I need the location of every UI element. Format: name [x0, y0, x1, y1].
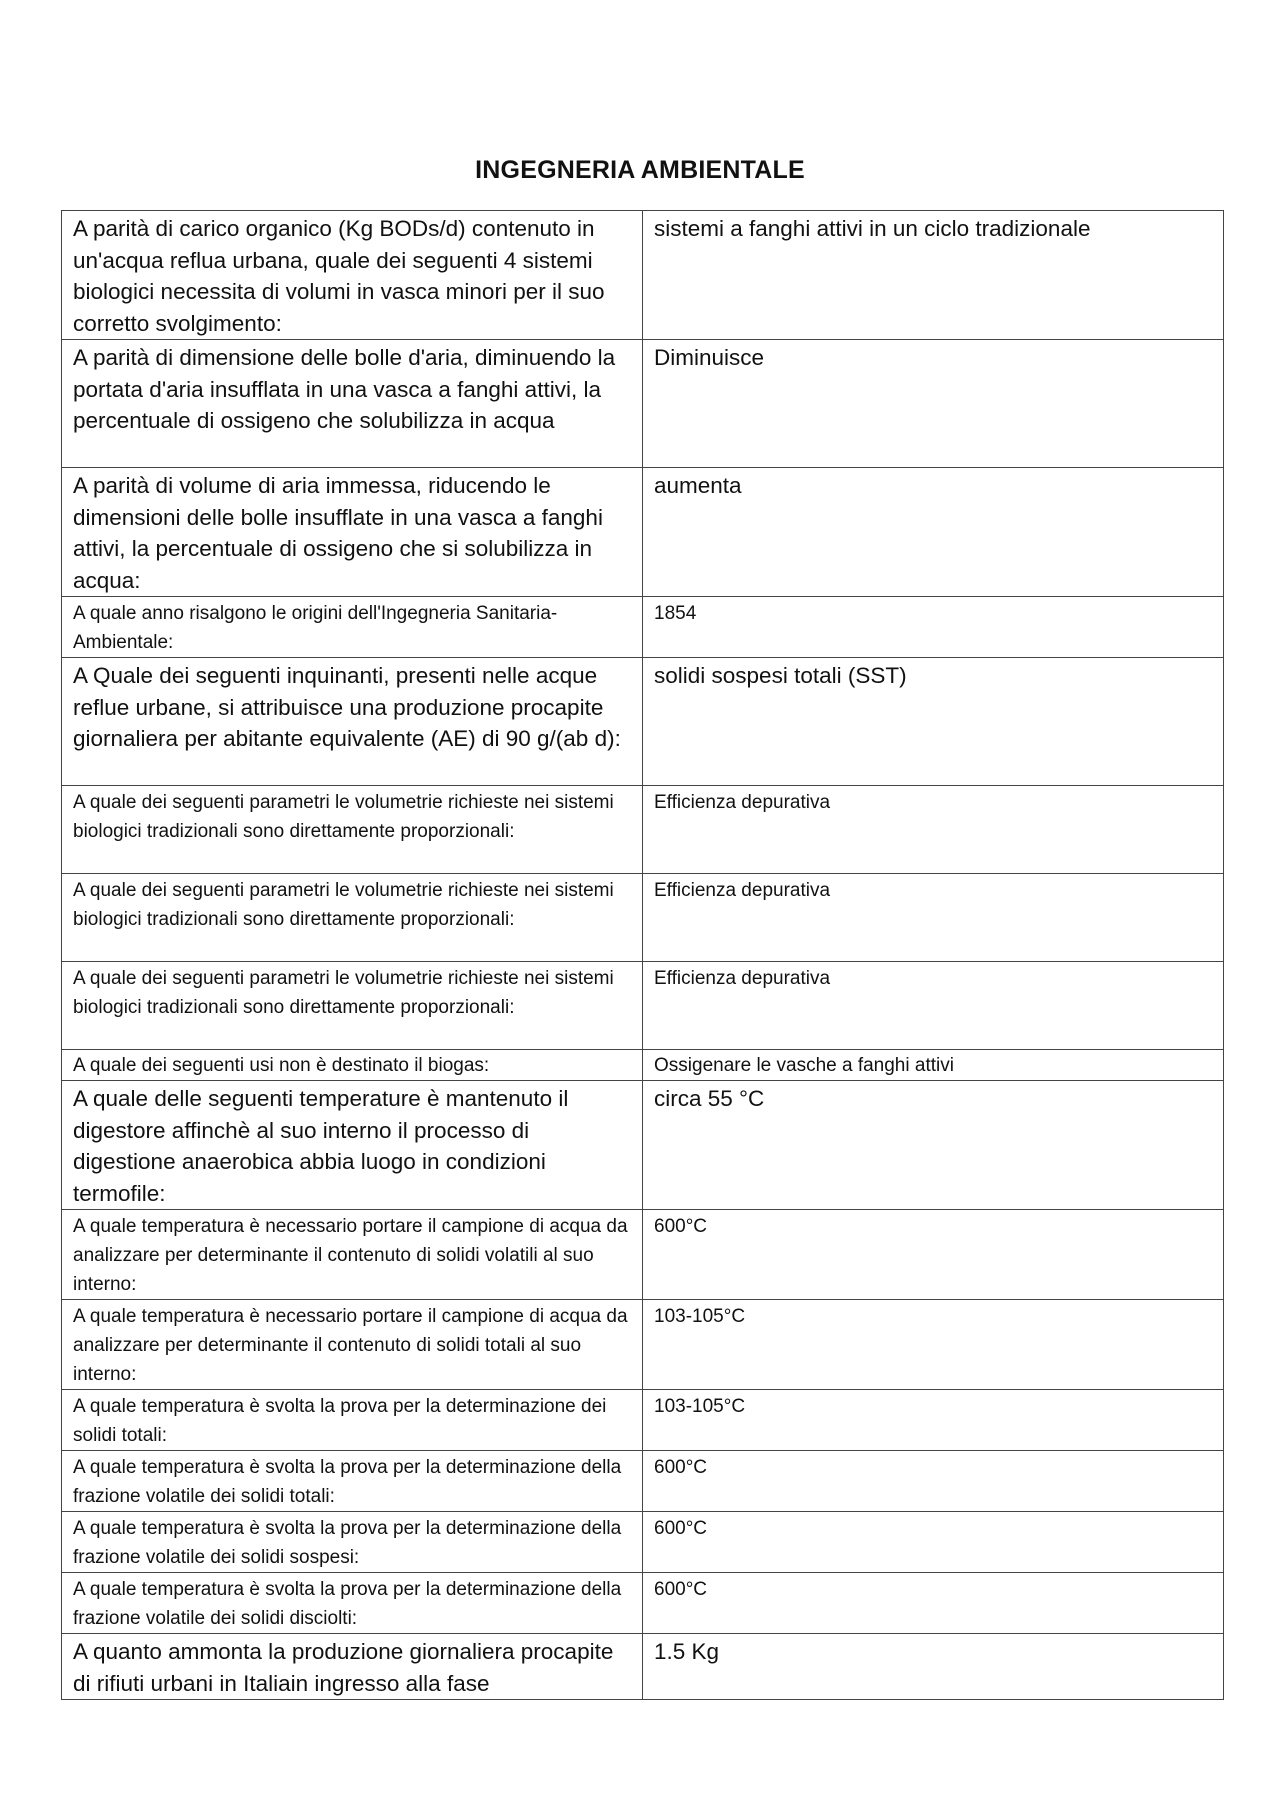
table-row	[62, 597, 1224, 658]
table-row	[62, 211, 1224, 340]
table-row	[62, 786, 1224, 874]
answer-cell: Efficienza depurativa	[643, 786, 1224, 874]
table-row	[62, 1512, 1224, 1573]
answer-cell: 103-105°C	[643, 1300, 1224, 1390]
document-title: INGEGNERIA AMBIENTALE	[475, 156, 805, 184]
answer-cell: 600°C	[643, 1573, 1224, 1634]
question-cell: A quale dei seguenti parametri le volumetrie richieste nei sistemi biologici tradizionali sono direttamente proporzionali:	[62, 786, 643, 874]
question-cell: A quale temperatura è necessario portare il campione di acqua da analizzare per determinante il contenuto di solidi totali al suo interno:	[62, 1300, 643, 1390]
table-row	[62, 874, 1224, 962]
question-cell: A Quale dei seguenti inquinanti, presenti nelle acque reflue urbane, si attribuisce una produzione procapite giornaliera per abitante equivalente (AE) di 90 g/(ab d):	[62, 658, 643, 786]
question-cell: A parità di volume di aria immessa, riducendo le dimensioni delle bolle insufflate in una vasca a fanghi attivi, la percentuale di ossigeno che si solubilizza in acqua:	[62, 468, 643, 597]
table-row	[62, 1451, 1224, 1512]
table-row	[62, 1300, 1224, 1390]
answer-cell: solidi sospesi totali (SST)	[643, 658, 1224, 786]
question-cell: A quale dei seguenti parametri le volumetrie richieste nei sistemi biologici tradizionali sono direttamente proporzionali:	[62, 874, 643, 962]
question-cell: A quale temperatura è necessario portare il campione di acqua da analizzare per determinante il contenuto di solidi volatili al suo interno:	[62, 1210, 643, 1300]
question-cell: A quale anno risalgono le origini dell'Ingegneria Sanitaria-Ambientale:	[62, 597, 643, 658]
answer-cell: 103-105°C	[643, 1390, 1224, 1451]
answer-cell: Efficienza depurativa	[643, 962, 1224, 1050]
question-cell: A quale temperatura è svolta la prova per la determinazione della frazione volatile dei solidi disciolti:	[62, 1573, 643, 1634]
question-cell: A quale temperatura è svolta la prova per la determinazione dei solidi totali:	[62, 1390, 643, 1451]
question-cell: A quale temperatura è svolta la prova per la determinazione della frazione volatile dei solidi sospesi:	[62, 1512, 643, 1573]
answer-cell: 600°C	[643, 1512, 1224, 1573]
question-cell: A quale dei seguenti usi non è destinato il biogas:	[62, 1050, 643, 1081]
table-row	[62, 340, 1224, 468]
answer-cell: 1.5 Kg	[643, 1634, 1224, 1700]
question-cell: A quale temperatura è svolta la prova per la determinazione della frazione volatile dei solidi totali:	[62, 1451, 643, 1512]
table-row	[62, 1081, 1224, 1210]
table-row	[62, 1050, 1224, 1081]
table-row	[62, 1210, 1224, 1300]
answer-cell: aumenta	[643, 468, 1224, 597]
qa-table	[61, 210, 1224, 1700]
table-row	[62, 1390, 1224, 1451]
answer-cell: sistemi a fanghi attivi in un ciclo tradizionale	[643, 211, 1224, 340]
answer-cell: circa 55 °C	[643, 1081, 1224, 1210]
table-row	[62, 658, 1224, 786]
question-cell: A parità di dimensione delle bolle d'aria, diminuendo la portata d'aria insufflata in una vasca a fanghi attivi, la percentuale di ossigeno che solubilizza in acqua	[62, 340, 643, 468]
answer-cell: Efficienza depurativa	[643, 874, 1224, 962]
question-cell: A quale dei seguenti parametri le volumetrie richieste nei sistemi biologici tradizionali sono direttamente proporzionali:	[62, 962, 643, 1050]
table-row	[62, 468, 1224, 597]
table-row	[62, 962, 1224, 1050]
question-cell: A quanto ammonta la produzione giornaliera procapite di rifiuti urbani in Italiain ingresso alla fase	[62, 1634, 643, 1700]
question-cell: A parità di carico organico (Kg BODs/d) contenuto in un'acqua reflua urbana, quale dei seguenti 4 sistemi biologici necessita di volumi in vasca minori per il suo corretto svolgimento:	[62, 211, 643, 340]
answer-cell: 600°C	[643, 1451, 1224, 1512]
question-cell: A quale delle seguenti temperature è mantenuto il digestore affinchè al suo interno il processo di digestione anaerobica abbia luogo in condizioni termofile:	[62, 1081, 643, 1210]
answer-cell: 1854	[643, 597, 1224, 658]
answer-cell: Diminuisce	[643, 340, 1224, 468]
table-row	[62, 1573, 1224, 1634]
answer-cell: Ossigenare le vasche a fanghi attivi	[643, 1050, 1224, 1081]
answer-cell: 600°C	[643, 1210, 1224, 1300]
table-row	[62, 1634, 1224, 1700]
